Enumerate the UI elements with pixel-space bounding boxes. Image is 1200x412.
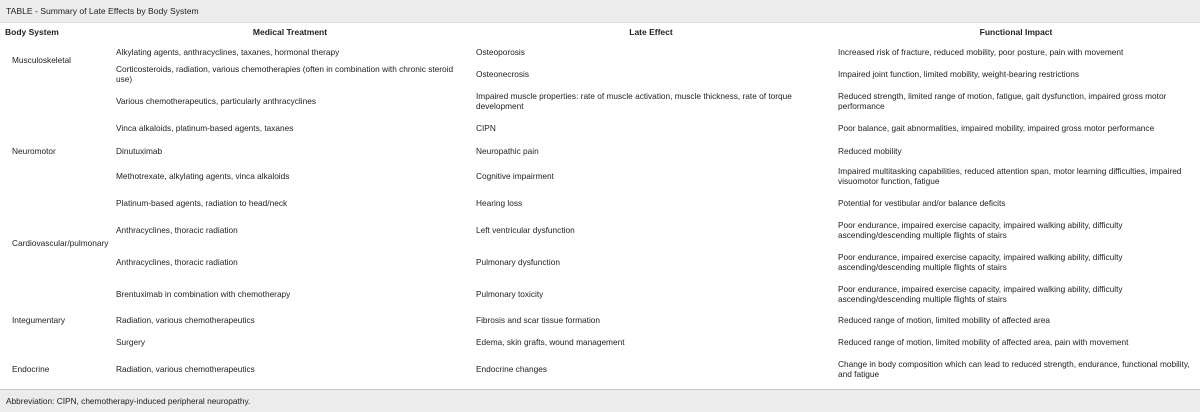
functional-impact-cell: Poor balance, gait abnormalities, impaired mobility, impaired gross motor performance xyxy=(838,123,1155,133)
late-effect-cell: Pulmonary dysfunction xyxy=(476,257,560,267)
body-system-cell xyxy=(0,161,110,191)
late-effect-cell: Osteonecrosis xyxy=(476,69,530,79)
functional-impact-cell: Impaired joint function, limited mobility, weight-bearing restrictions xyxy=(838,69,1080,79)
table-row xyxy=(0,353,1200,385)
late-effect-cell: Edema, skin grafts, wound management xyxy=(476,337,625,347)
body-system-cell xyxy=(0,331,110,353)
medical-treatment-cell: Anthracyclines, thoracic radiation xyxy=(116,225,238,235)
functional-impact-cell: Poor endurance, impaired exercise capacity, impaired walking ability, difficulty ascending/descending multiple flights of stairs xyxy=(838,284,1123,304)
functional-impact-cell: Potential for vestibular and/or balance deficits xyxy=(838,198,1006,208)
table-row xyxy=(0,86,1200,116)
system-label-cardiovascular: Cardiovascular/pulmonary xyxy=(12,238,109,248)
functional-impact-cell: Impaired multitasking capabilities, reduced attention span, motor learning difficulties, impaired visuomotor function, fatigue xyxy=(838,166,1182,186)
late-effect-cell: CIPN xyxy=(476,123,496,133)
body-system-cell xyxy=(0,279,110,309)
body-system-cell: Neuromotor xyxy=(12,145,56,156)
medical-treatment-cell: Surgery xyxy=(116,337,146,347)
functional-impact-cell: Change in body composition which can lead to reduced strength, endurance, functional mobility, and fatigue xyxy=(838,359,1190,379)
body-system-cell xyxy=(0,62,110,86)
footnote: Abbreviation: CIPN, chemotherapy-induced peripheral neuropathy. xyxy=(0,389,1200,412)
medical-treatment-cell: Anthracyclines, thoracic radiation xyxy=(116,257,238,267)
late-effect-cell: Left ventricular dysfunction xyxy=(476,225,575,235)
late-effect-cell: Fibrosis and scar tissue formation xyxy=(476,315,601,325)
table-row xyxy=(0,331,1200,353)
table-row xyxy=(0,191,1200,215)
table-row xyxy=(0,116,1200,140)
table-body xyxy=(0,41,1200,385)
table-row xyxy=(0,62,1200,86)
late-effect-cell: Endocrine changes xyxy=(476,364,548,374)
medical-treatment-cell: Radiation, various chemotherapeutics xyxy=(116,364,255,374)
body-system-cell xyxy=(0,191,110,215)
medical-treatment-cell: Dinutuximab xyxy=(116,145,163,156)
system-label-musculoskeletal: Musculoskeletal xyxy=(12,55,72,65)
table-row xyxy=(0,41,1200,62)
functional-impact-cell: Reduced range of motion, limited mobility of affected area xyxy=(838,315,1050,325)
body-system-cell xyxy=(0,245,110,279)
table-row xyxy=(0,245,1200,279)
header-functional-impact: Functional Impact xyxy=(979,27,1053,37)
late-effect-cell: Osteoporosis xyxy=(476,46,525,57)
late-effects-table xyxy=(0,23,1200,385)
functional-impact-cell: Poor endurance, impaired exercise capacity, impaired walking ability, difficulty ascending/descending multiple flights of stairs xyxy=(838,252,1123,272)
table-row xyxy=(0,309,1200,331)
table-row xyxy=(0,161,1200,191)
functional-impact-cell: Reduced mobility xyxy=(838,145,902,156)
table-row xyxy=(0,215,1200,245)
medical-treatment-cell: Methotrexate, alkylating agents, vinca alkaloids xyxy=(116,171,290,181)
functional-impact-cell: Reduced range of motion, limited mobility of affected area, pain with movement xyxy=(838,337,1129,347)
header-medical-treatment: Medical Treatment xyxy=(252,27,328,37)
medical-treatment-cell: Platinum-based agents, radiation to head/neck xyxy=(116,198,288,208)
header-body-system: Body System xyxy=(5,27,59,37)
body-system-cell: Endocrine xyxy=(12,364,50,374)
medical-treatment-cell: Radiation, various chemotherapeutics xyxy=(116,315,255,325)
medical-treatment-cell: Vinca alkaloids, platinum-based agents, taxanes xyxy=(116,123,294,133)
medical-treatment-cell: Corticosteroids, radiation, various chemotherapies (often in combination with chronic steroid use) xyxy=(116,64,454,84)
medical-treatment-cell: Various chemotherapeutics, particularly anthracyclines xyxy=(116,96,316,106)
header-row xyxy=(0,23,1200,41)
table-row xyxy=(0,140,1200,161)
body-system-cell xyxy=(0,86,110,116)
late-effect-cell: Pulmonary toxicity xyxy=(476,289,544,299)
body-system-cell xyxy=(0,116,110,140)
late-effect-cell: Impaired muscle properties: rate of muscle activation, muscle thickness, rate of torque development xyxy=(476,91,792,111)
late-effect-cell: Cognitive impairment xyxy=(476,171,554,181)
body-system-cell: Integumentary xyxy=(12,315,66,325)
functional-impact-cell: Poor endurance, impaired exercise capacity, impaired walking ability, difficulty ascending/descending multiple flights of stairs xyxy=(838,220,1123,240)
late-effect-cell: Neuropathic pain xyxy=(476,145,539,156)
functional-impact-cell: Increased risk of fracture, reduced mobility, poor posture, pain with movement xyxy=(838,46,1124,57)
medical-treatment-cell: Brentuximab in combination with chemotherapy xyxy=(116,289,291,299)
table-title: TABLE - Summary of Late Effects by Body System xyxy=(0,0,1200,23)
table-row xyxy=(0,279,1200,309)
header-late-effect: Late Effect xyxy=(629,27,673,37)
late-effect-cell: Hearing loss xyxy=(476,198,523,208)
functional-impact-cell: Reduced strength, limited range of motion, fatigue, gait dysfunction, impaired gross motor performance xyxy=(838,91,1167,111)
medical-treatment-cell: Alkylating agents, anthracyclines, taxanes, hormonal therapy xyxy=(116,46,340,57)
